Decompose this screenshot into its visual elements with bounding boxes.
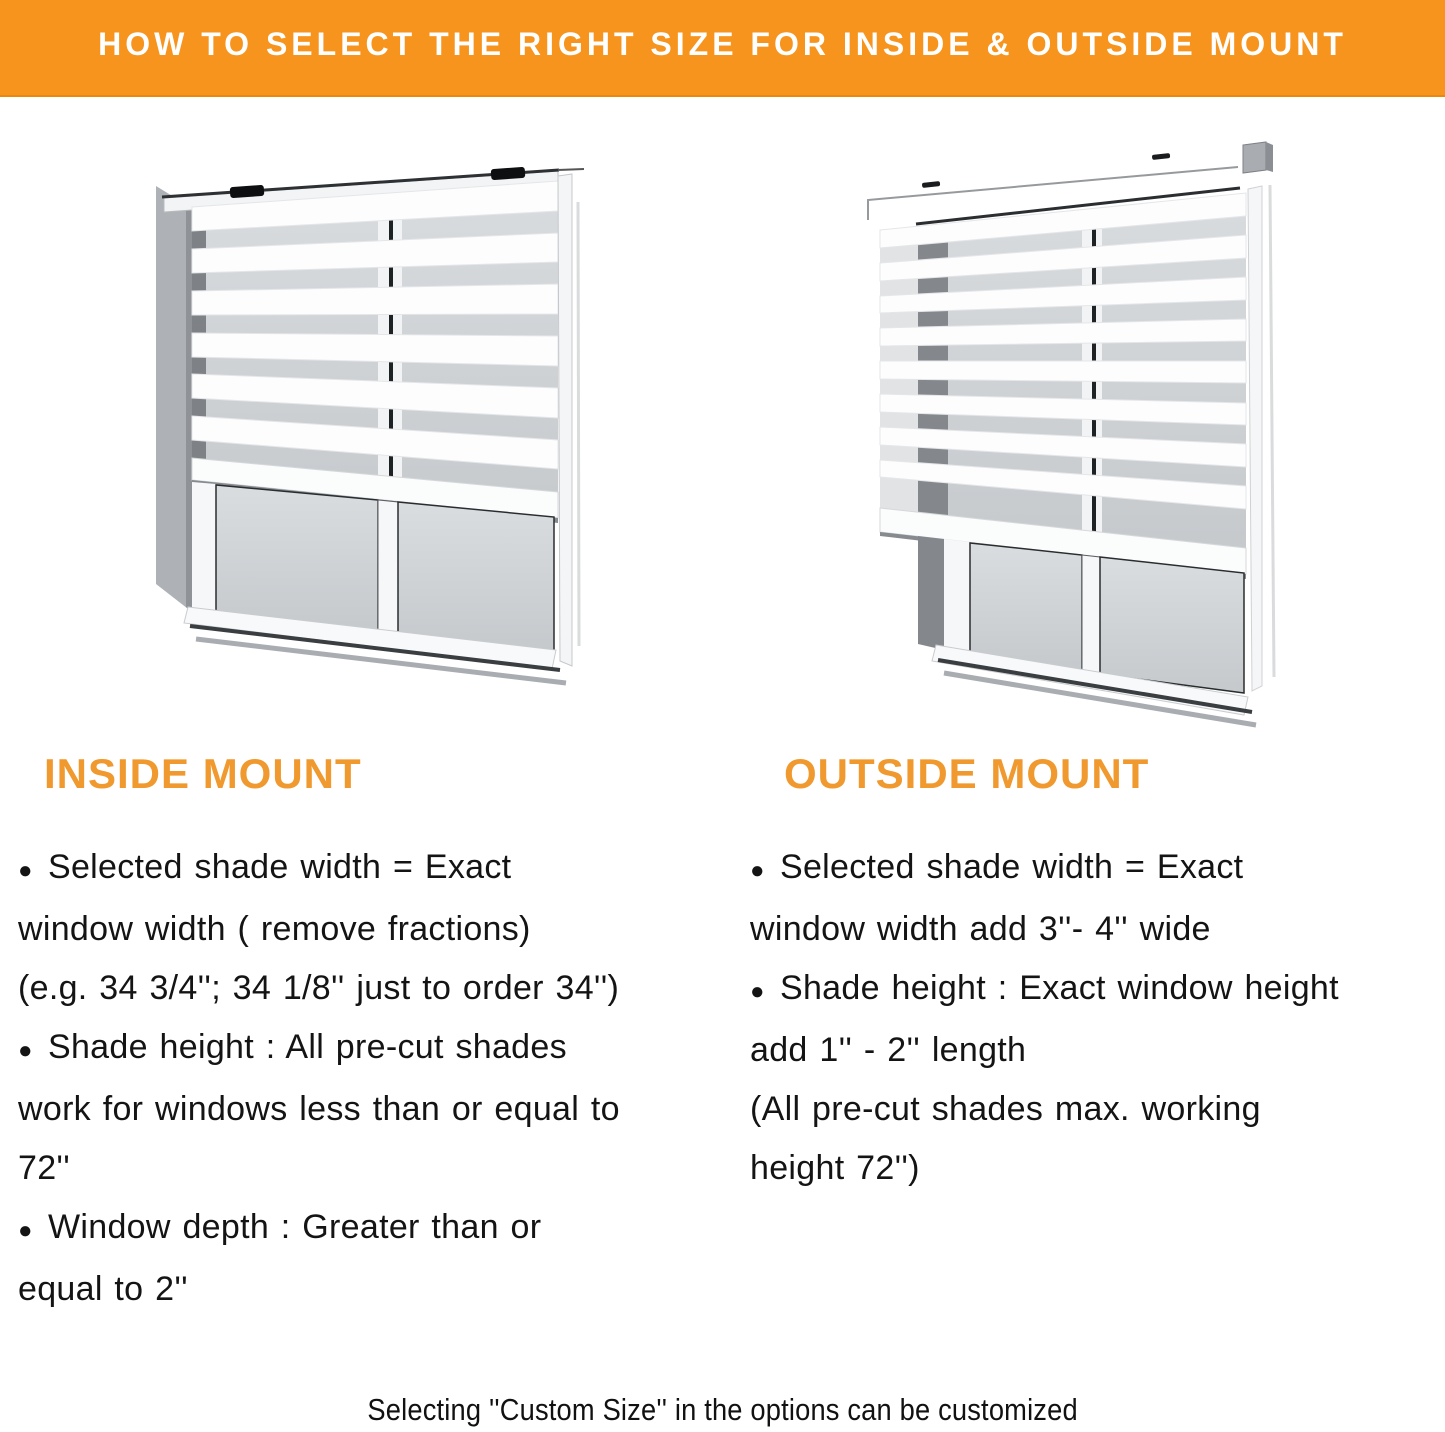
banner <box>0 0 1445 97</box>
bullet-icon: ● <box>18 857 33 884</box>
list-line <box>750 838 1445 900</box>
list-line <box>18 900 718 959</box>
list-line-text: Selected shade width = Exact <box>780 848 1244 886</box>
inside-mount-list <box>18 838 718 1319</box>
list-line-text: add 1'' - 2'' length <box>750 1031 1027 1069</box>
outside-mount-list <box>750 838 1445 1198</box>
window-left-jamb <box>156 186 192 612</box>
list-line <box>18 1080 718 1139</box>
list-line <box>18 1018 718 1080</box>
screw-mark-icon <box>922 181 940 188</box>
outside-mount-window-drawing <box>860 140 1340 772</box>
list-line-text: work for windows less than or equal to <box>18 1090 620 1128</box>
bullet-icon: ● <box>750 857 765 884</box>
list-line-text: window width add 3''- 4'' wide <box>750 910 1211 948</box>
bullet-icon: ● <box>750 978 765 1005</box>
inside-mount-heading: INSIDE MOUNT <box>44 750 362 797</box>
list-line <box>18 1198 718 1260</box>
list-line <box>750 900 1445 959</box>
list-line <box>18 959 718 1018</box>
list-line-text: Window depth : Greater than or <box>48 1208 542 1246</box>
list-line-text: window width ( remove fractions) <box>18 910 531 948</box>
list-line <box>18 838 718 900</box>
wall-bracket-icon <box>1243 142 1266 173</box>
footer-note <box>0 1392 1445 1428</box>
list-line <box>18 1139 718 1198</box>
list-line-text: equal to 2'' <box>18 1270 188 1308</box>
list-line-text: 72'' <box>18 1149 71 1187</box>
list-line <box>18 1260 718 1319</box>
outside-mount-illustration <box>860 140 1340 772</box>
list-line <box>750 1080 1445 1139</box>
screw-mark-icon <box>1152 153 1170 160</box>
inside-mount-window-drawing <box>146 148 646 710</box>
inside-mount-illustration <box>146 148 646 710</box>
banner-title: HOW TO SELECT THE RIGHT SIZE FOR INSIDE & OUTSIDE MOUNT <box>98 26 1347 62</box>
list-line-text: Selected shade width = Exact <box>48 848 512 886</box>
bullet-icon: ● <box>18 1037 33 1064</box>
outside-mount-heading: OUTSIDE MOUNT <box>784 750 1150 797</box>
bullet-icon: ● <box>18 1217 33 1244</box>
list-line-text: (e.g. 34 3/4''; 34 1/8'' just to order 34'') <box>18 969 620 1007</box>
window-right-edge <box>558 174 579 666</box>
window-lower-panes <box>184 482 566 683</box>
list-line-text: (All pre-cut shades max. working <box>750 1090 1261 1128</box>
list-line-text: Shade height : Exact window height <box>780 969 1339 1007</box>
list-line <box>750 1139 1445 1198</box>
list-line-text: Shade height : All pre-cut shades <box>48 1028 567 1066</box>
list-line-text: height 72'') <box>750 1149 920 1187</box>
shade-right-edge <box>1248 185 1274 691</box>
footer-note-text: Selecting ''Custom Size'' in the options can be customized <box>367 1392 1078 1427</box>
list-line <box>750 1021 1445 1080</box>
list-line <box>750 959 1445 1021</box>
